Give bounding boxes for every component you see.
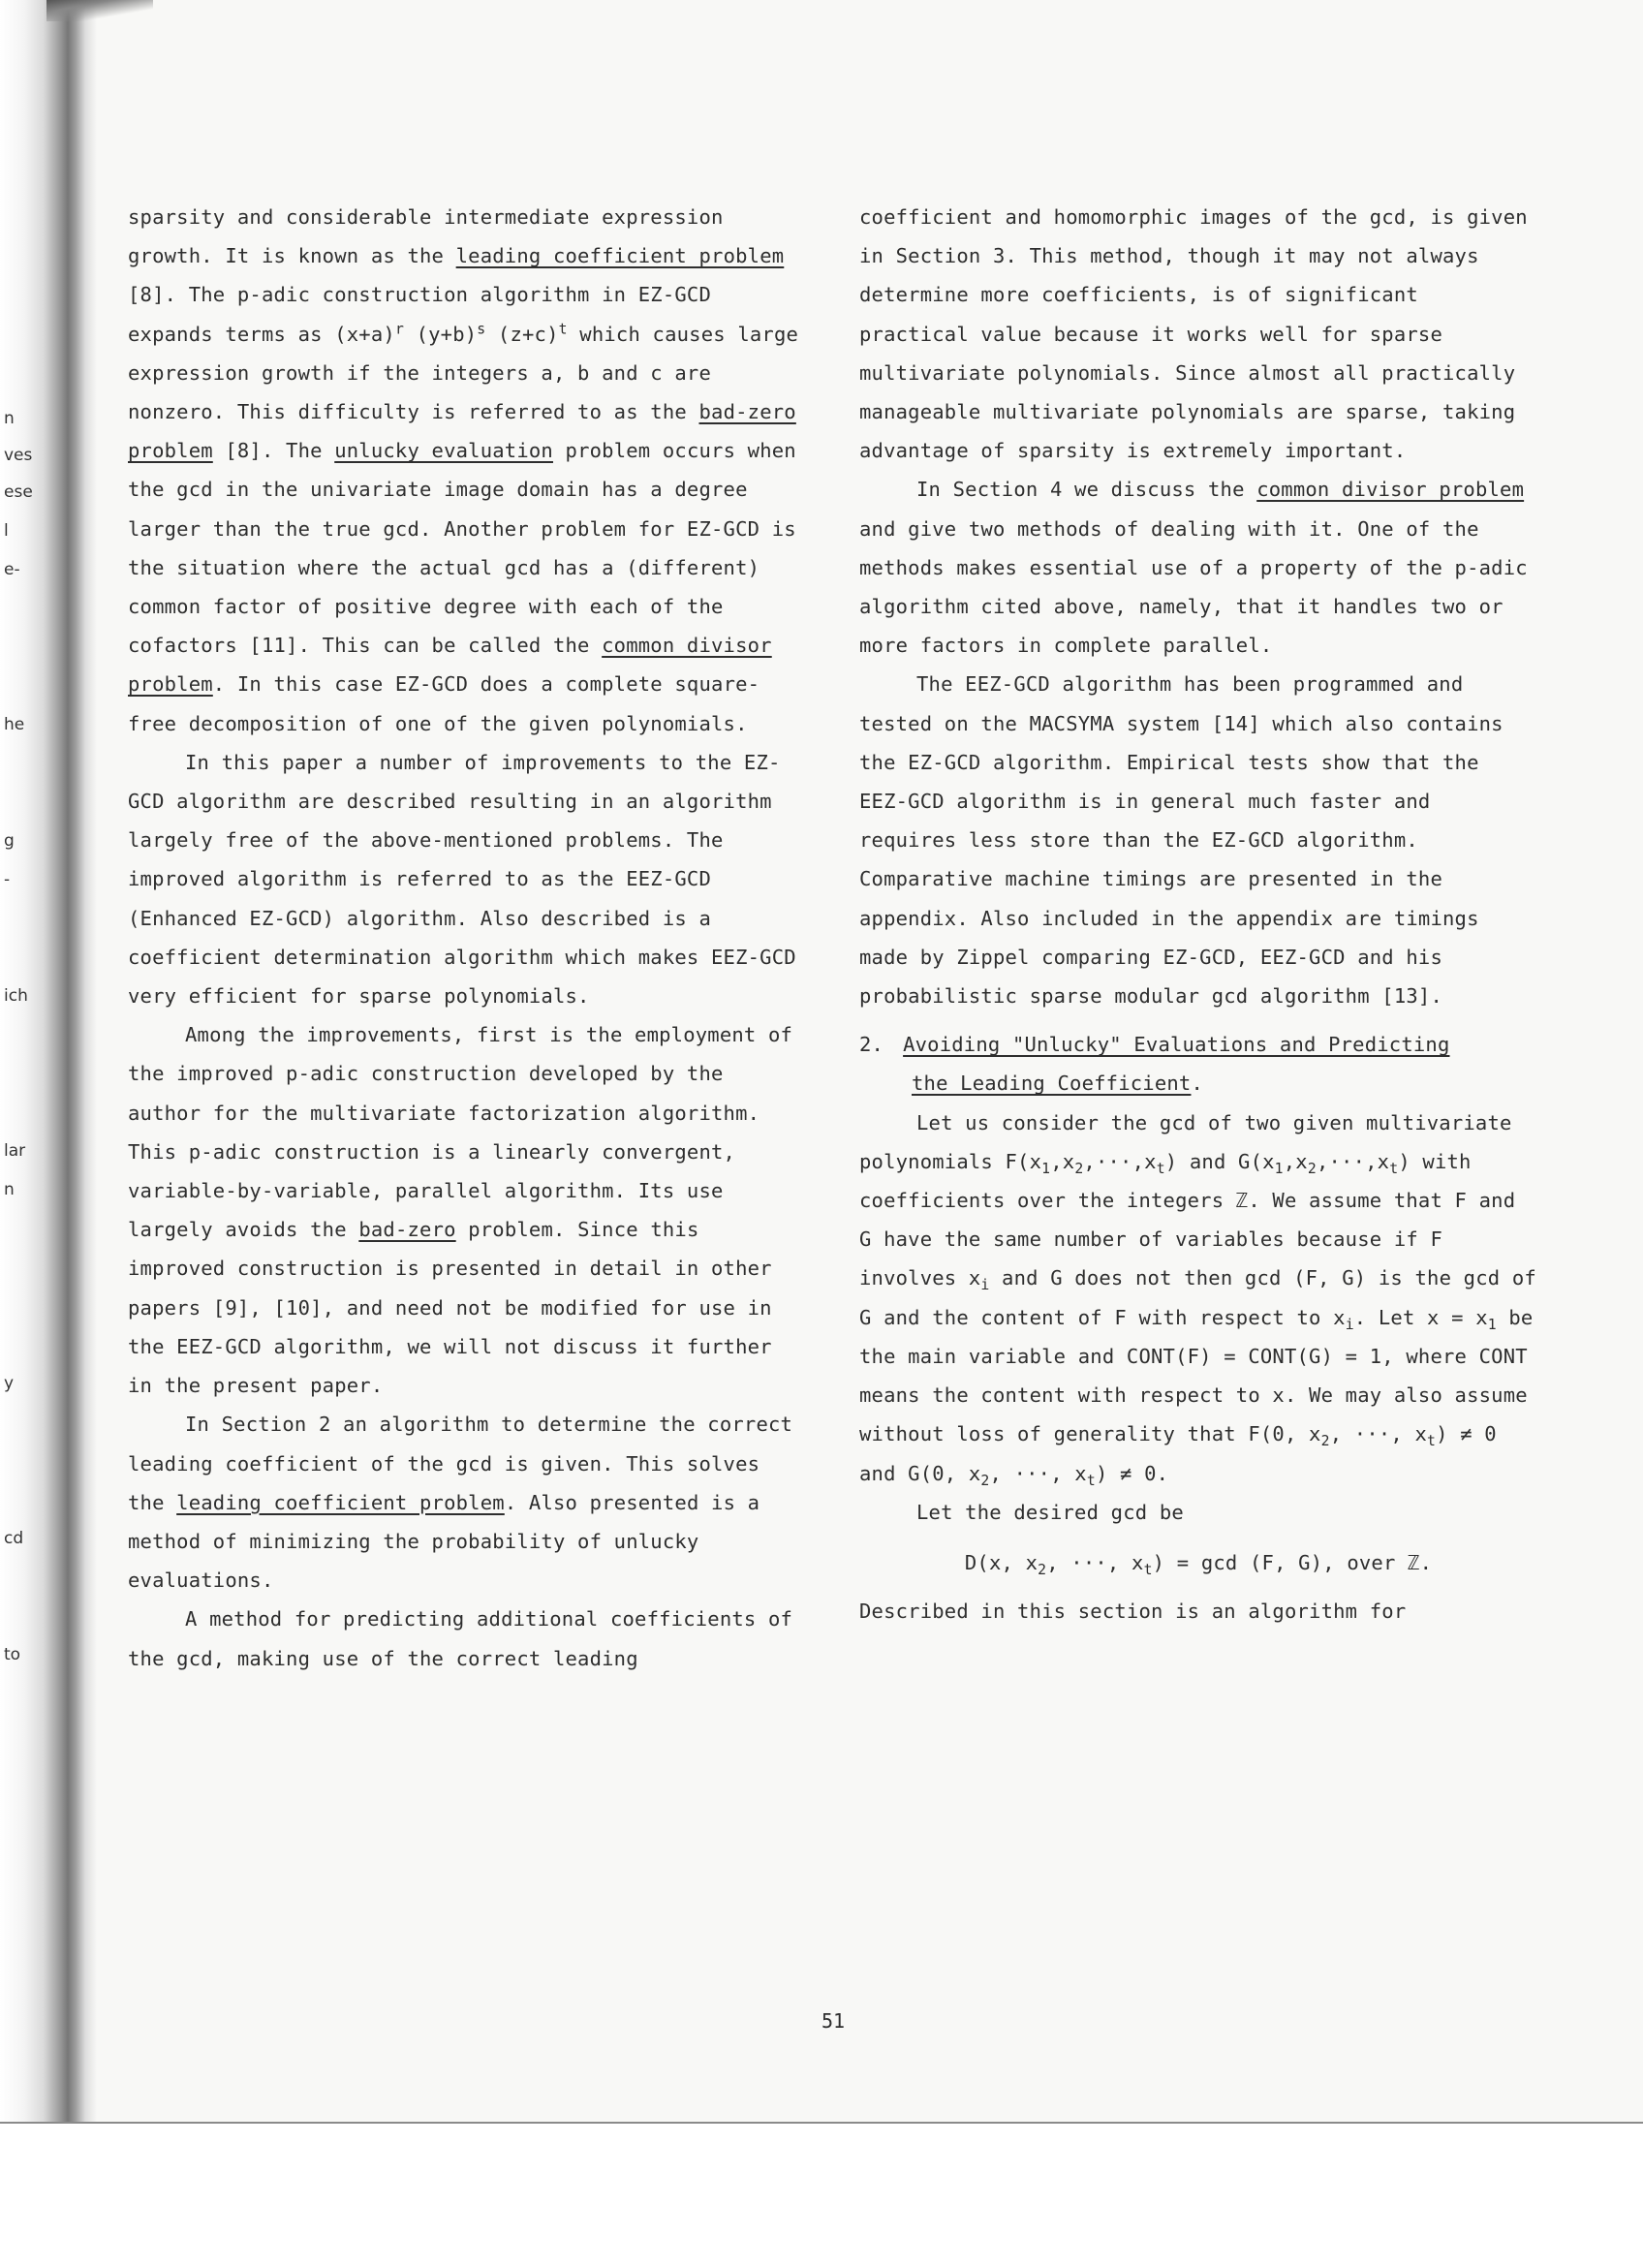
paragraph: A method for predicting additional coefficients of the gcd, making use of the correct leading xyxy=(128,1607,793,1670)
paragraph: The EEZ-GCD algorithm has been programmed and tested on the MACSYMA system [14] which also contains the EZ-GCD algorithm. Empirical tests show that the EEZ-GCD algorithm is in general much faster and requires less store than the EZ-GCD algorithm. Comparative machine timings are presented in the appendix. Also included in the appendix are timings made by Zippel comparing EZ-GCD, EEZ-GCD and his probabilistic sparse modular gcd algorithm [13]. xyxy=(859,672,1504,1009)
term-bad-zero: bad-zero xyxy=(358,1218,456,1242)
gcd-equation: D(x, $x_2$, ···, $x_t) = \gcd (F$, G), over ℤ. xyxy=(964,1550,1433,1579)
margin-fragment: cd xyxy=(4,1529,24,1548)
section-number: 2. xyxy=(859,1033,884,1057)
section-heading-continuation: the Leading Coefficient. xyxy=(912,1072,1204,1096)
term-leading-coefficient-problem: leading coefficient problem xyxy=(176,1490,505,1514)
term-leading-coefficient-problem: leading coefficient problem xyxy=(455,244,785,268)
paragraph: Described in this section is an algorithm for xyxy=(859,1600,1407,1624)
margin-fragment: n xyxy=(4,1180,15,1199)
left-text-column xyxy=(128,198,806,1678)
paragraph: coefficient and homomorphic images of the gcd, is given in Section 3. This method, though it may not always determine more coefficients, is of significant practical value because it works well for sparse multivariate polynomials. Since almost all practically manageable multivariate polynomials are sparse, taking advantage of sparsity is extremely important. xyxy=(859,205,1528,463)
paragraph: In Section 2 an algorithm to determine the correct leading coefficient of the gcd is given. This solves the leading coefficient problem. Also presented is a method of minimizing the probability of unlucky evaluations. xyxy=(128,1413,793,1593)
margin-fragment: lar xyxy=(4,1141,26,1161)
scan-bottom-edge xyxy=(0,2122,1643,2268)
previous-page-fragments xyxy=(0,388,43,2131)
section-heading xyxy=(859,1025,1537,1064)
term-common-divisor-problem: common divisor problem xyxy=(128,634,772,697)
section-title-line-1: Avoiding "Unlucky" Evaluations and Predicting xyxy=(903,1033,1450,1057)
term-bad-zero-problem: bad-zero problem xyxy=(128,400,796,463)
section-title-line-2: the Leading Coefficient xyxy=(912,1072,1192,1096)
paragraph: sparsity and considerable intermediate expression growth. It is known as the leading coefficient problem [8]. The p-adic construction algorithm in EZ-GCD expands terms as $(x+a)^r$ $(y+b)^s$ $(z+c)^t$ which causes large expression growth if the integers a, b and c are nonzero. This difficulty is referred to as the bad-zero problem [8]. The unlucky evaluation problem occurs when the gcd in the univariate image domain has a degree larger than the true gcd. Another problem for EZ-GCD is the situation where the actual gcd has a (different) common factor of positive degree with each of the cofactors [11]. This can be called the common divisor problem. In this case EZ-GCD does a complete square-free decomposition of one of the given polynomials. xyxy=(128,205,799,735)
margin-fragment: to xyxy=(4,1645,21,1664)
margin-fragment: n xyxy=(4,409,15,428)
paragraph: Among the improvements, first is the employment of the improved p-adic construction developed by the author for the multivariate factorization algorithm. This p-adic construction is a linearly convergent, variable-by-variable, parallel algorithm. Its use largely avoids the bad-zero problem. Since this improved construction is presented in detail in other papers [9], [10], and need not be modified for use in the EEZ-GCD algorithm, we will not discuss it further in the present paper. xyxy=(128,1023,793,1398)
margin-fragment: e- xyxy=(4,560,20,579)
scan-corner-shadow xyxy=(46,0,153,21)
margin-fragment: l xyxy=(4,521,9,541)
margin-fragment: - xyxy=(4,870,11,889)
margin-fragment: ese xyxy=(4,482,33,502)
page-number: 51 xyxy=(821,2009,846,2033)
paragraph: In Section 4 we discuss the common divisor problem and give two methods of dealing with it. One of the methods makes essential use of a property of the p-adic algorithm cited above, namely, that it handles two or more factors in complete parallel. xyxy=(859,478,1528,658)
paragraph: Let the desired gcd be xyxy=(916,1500,1184,1524)
margin-fragment: he xyxy=(4,715,25,734)
margin-fragment: y xyxy=(4,1374,15,1393)
right-text-column xyxy=(859,198,1537,1631)
paragraph: In this paper a number of improvements to the EZ-GCD algorithm are described resulting in an algorithm largely free of the above-mentioned problems. The improved algorithm is referred to as the EEZ-GCD (Enhanced EZ-GCD) algorithm. Also described is a coefficient determination algorithm which makes EEZ-GCD very efficient for sparse polynomials. xyxy=(128,750,796,1009)
margin-fragment: ich xyxy=(4,986,28,1006)
margin-fragment: g xyxy=(4,831,15,851)
paragraph: Let us consider the gcd of two given multivariate polynomials $F(x_1,x_2,\cdot\cdot\cdot,x_t)$ and $G(x_1,x_2,\cdot\cdot\cdot,x_t)$ with coefficients over the integers ℤ. We assume that F and G have the same number of variables because if F involves $x_i$ and G does not then gcd (F, G) is the gcd of G and the content of F with respect to $x_i$. Let $x = x_1$ be the main variable and CONT(F) = CONT(G) = 1, where CONT means the content with respect to x. We may also assume without loss of generality that F(0, $x_2$, ···, $x_t) \ne 0$ and G(0, $x_2$, ···, $x_t) \ne 0$. xyxy=(859,1110,1536,1489)
term-common-divisor-problem: common divisor problem xyxy=(1256,478,1525,502)
margin-fragment: ves xyxy=(4,446,33,465)
term-unlucky-evaluation: unlucky evaluation xyxy=(334,439,553,463)
